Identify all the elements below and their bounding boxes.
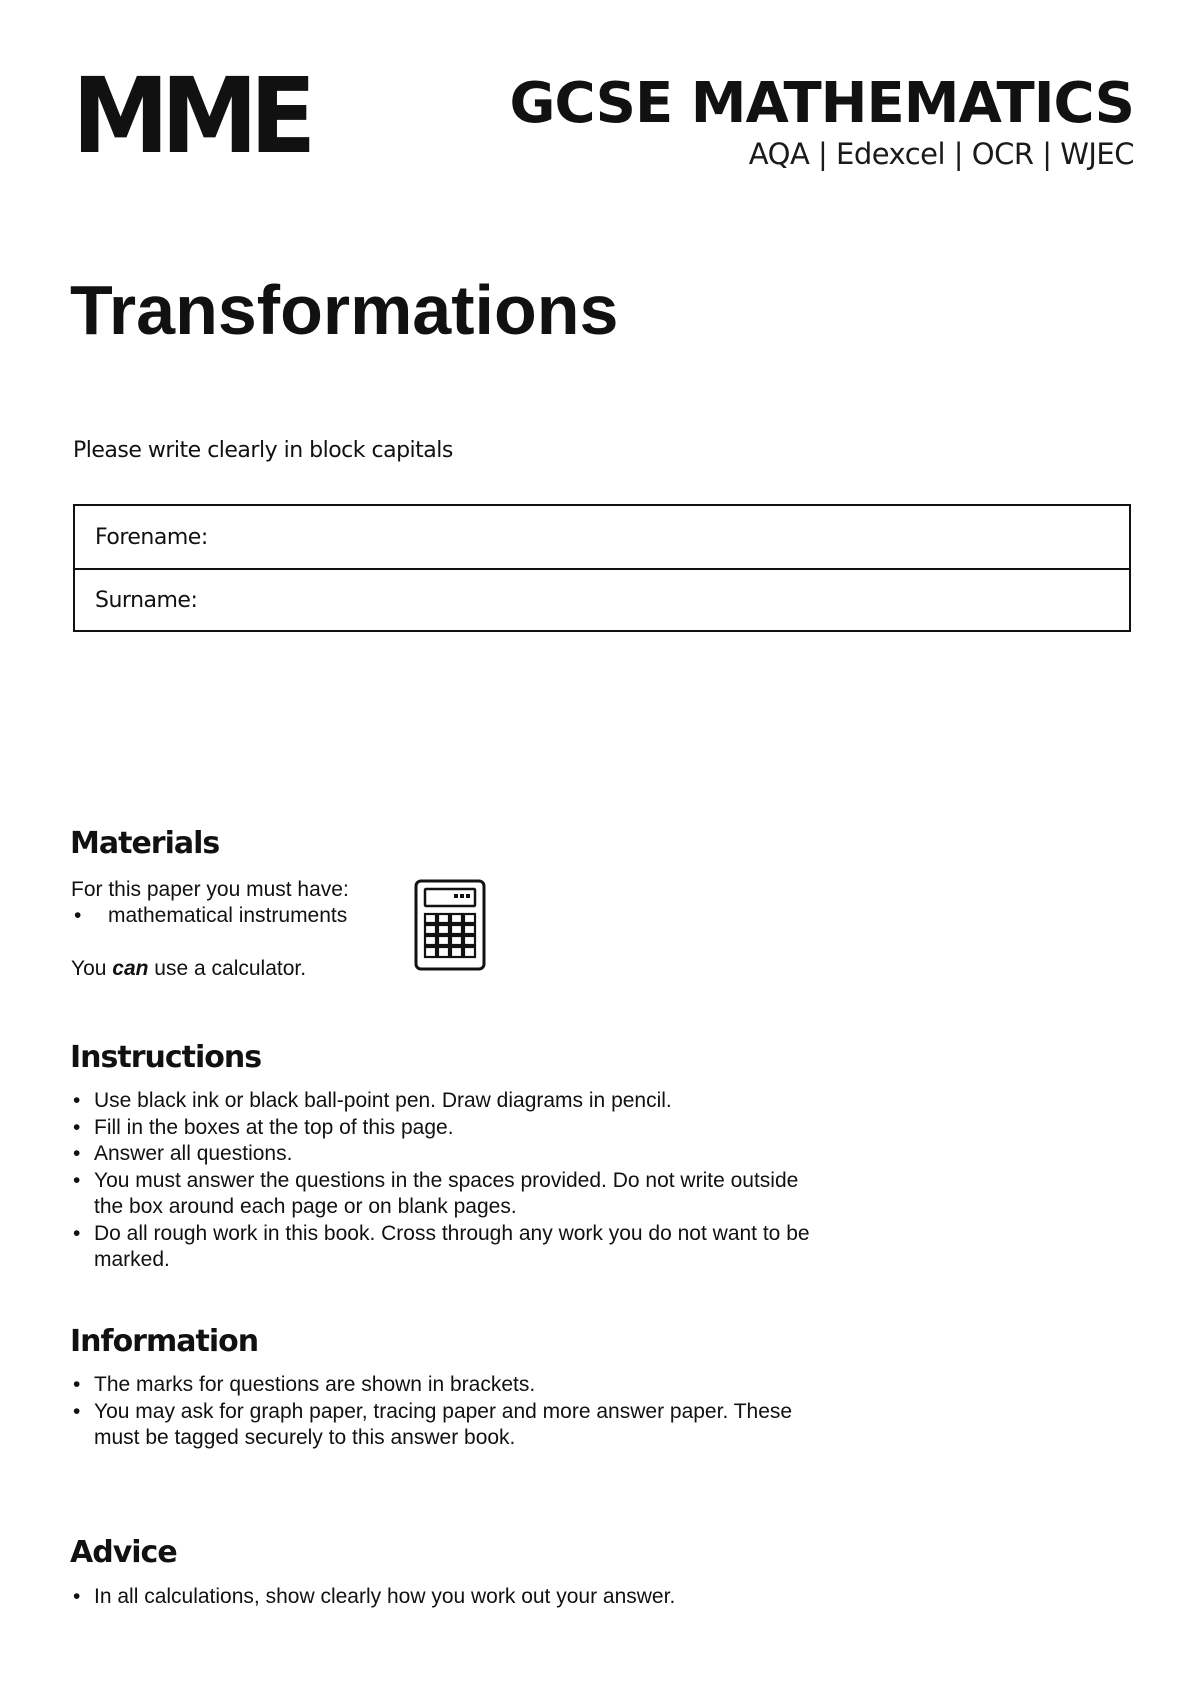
calculator-note xyxy=(71,956,306,982)
advice-heading: Advice xyxy=(70,1535,177,1570)
instructions-heading: Instructions xyxy=(70,1040,262,1075)
instructions-list xyxy=(70,1088,810,1274)
information-list xyxy=(70,1372,810,1452)
list-item: • Do all rough work in this book. Cross through any work you do not want to be marked. xyxy=(70,1221,810,1274)
materials-intro: For this paper you must have: xyxy=(71,878,349,901)
calculator-note-pre: You xyxy=(71,957,113,980)
list-item: • The marks for questions are shown in brackets. xyxy=(70,1372,810,1399)
forename-field[interactable] xyxy=(75,506,1129,568)
forename-label: Forename: xyxy=(95,524,208,550)
calculator-note-post: use a calculator. xyxy=(148,957,307,980)
materials-item xyxy=(71,903,391,929)
block-capitals-instruction: Please write clearly in block capitals xyxy=(73,438,453,463)
subject-title: GCSE MATHEMATICS xyxy=(509,71,1134,136)
surname-label: Surname: xyxy=(95,587,198,613)
candidate-details-box xyxy=(73,504,1131,632)
bullet: • xyxy=(74,904,82,927)
materials-item-text: mathematical instruments xyxy=(108,904,348,927)
advice-list xyxy=(70,1584,830,1611)
list-item: • In all calculations, show clearly how you work out your answer. xyxy=(70,1584,830,1611)
calculator-note-emphasis: can xyxy=(112,957,149,980)
page-title: Transformations xyxy=(70,271,619,349)
exam-boards: AQA | Edexcel | OCR | WJEC xyxy=(748,137,1134,171)
list-item: • Answer all questions. xyxy=(70,1141,810,1168)
list-item: • You must answer the questions in the spaces provided. Do not write outside the box around each page or on blank pages. xyxy=(70,1168,810,1221)
surname-field[interactable] xyxy=(75,568,1129,630)
list-item: • Use black ink or black ball-point pen. Draw diagrams in pencil. xyxy=(70,1088,810,1115)
calculator-icon xyxy=(414,879,486,971)
information-heading: Information xyxy=(70,1324,259,1359)
list-item: • You may ask for graph paper, tracing paper and more answer paper. These must be tagged securely to this answer book. xyxy=(70,1399,810,1452)
list-item: • Fill in the boxes at the top of this page. xyxy=(70,1115,810,1142)
mme-logo: MME xyxy=(72,55,308,177)
materials-heading: Materials xyxy=(70,826,220,861)
